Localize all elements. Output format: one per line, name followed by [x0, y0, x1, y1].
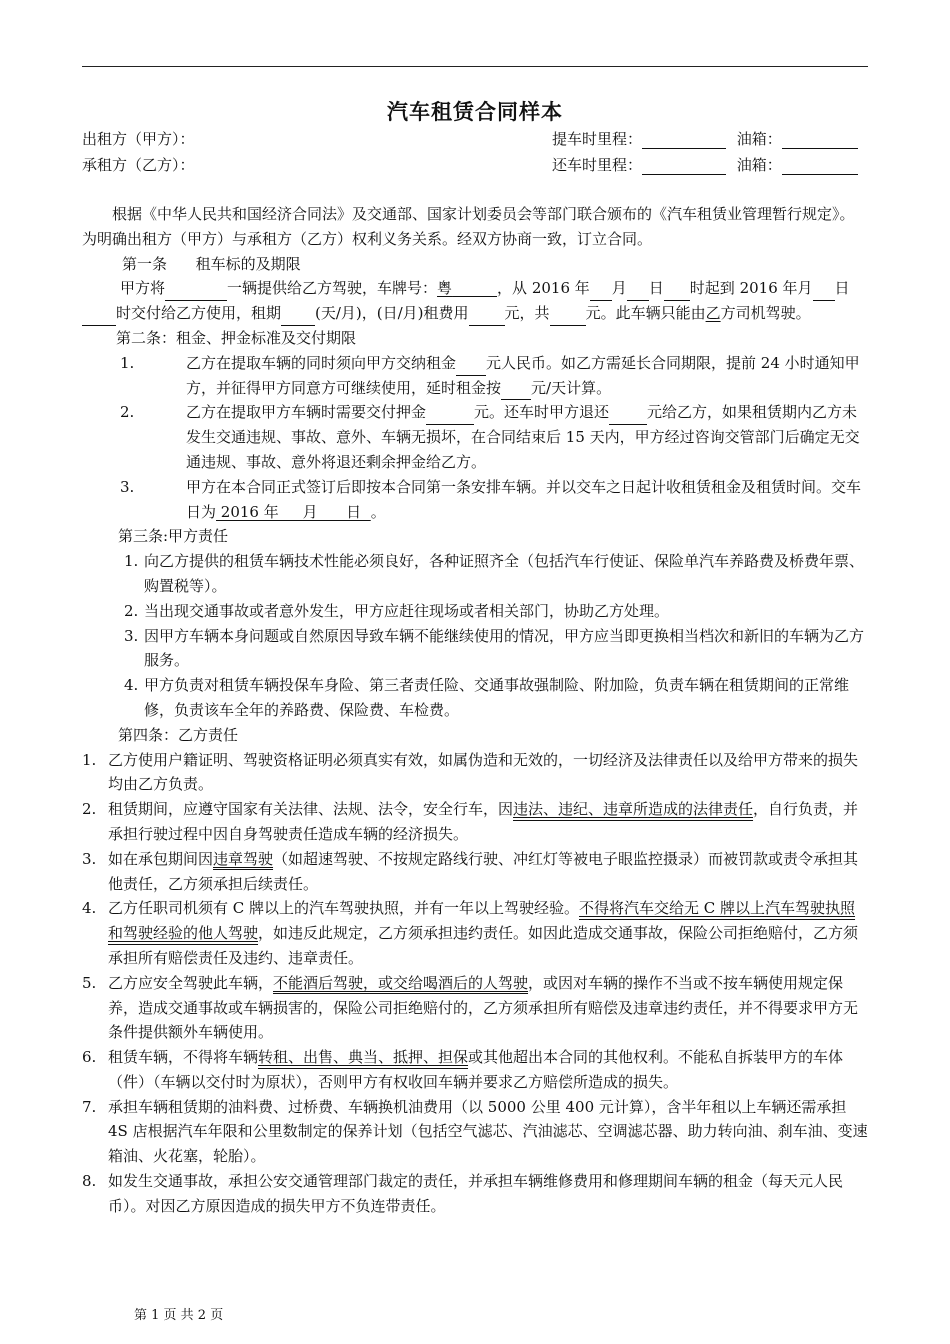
return-mileage-blank[interactable]	[642, 174, 726, 175]
item-number: 1.	[124, 552, 139, 571]
article2-heading: 第二条：租金、押金标准及交付期限	[116, 328, 357, 347]
list-item	[82, 971, 868, 1045]
refund-blank[interactable]	[609, 424, 647, 425]
a1-text: 方司机驾驶。	[720, 304, 811, 323]
a1-text: (天/月)，(日/月)租费用	[315, 304, 469, 323]
list-item	[82, 400, 868, 474]
start-month-blank[interactable]	[590, 300, 612, 301]
emphasized-text: 违法、违纪、违章所造成的法律责任	[513, 800, 754, 819]
list-item	[82, 1045, 868, 1095]
item-number: 4.	[124, 676, 139, 695]
return-mileage-row	[552, 154, 858, 175]
a1-text: ，从 2016 年	[497, 279, 590, 298]
article1-body	[82, 276, 868, 326]
end-day-blank[interactable]	[813, 300, 835, 301]
item-number: 6.	[82, 1048, 97, 1067]
item-text: 。	[370, 502, 386, 521]
item-text: 租赁车辆，不得将车辆	[108, 1048, 259, 1067]
item-text: 承担车辆租赁期的油料费、过桥费、车辆换机油费用（以 5000 公里 400 元计算），含半年租以上车辆还需承担 4S 店根据汽车年限和公里数制定的保养计划（包括空气滤芯、汽油滤芯、空调滤芯器、助力转向油、刹车油、变速箱油、火花塞，轮胎）。	[108, 1097, 868, 1166]
item-text: 乙方在提取车辆的同时须向甲方交纳租金	[186, 353, 457, 372]
item-text: 元给乙方，如果租赁期内乙方未发生交通违规、事故、意外、车辆无损坏，在合同结束后 15 天内，甲方经过咨询交管部门后确定无交通违规、事故、意外将退还剩余押金给乙方。	[186, 403, 860, 471]
emphasized-text: 不得将汽车交给无 C 牌以上汽车驾驶执照和驾驶经验的他人驾驶	[108, 899, 856, 943]
document-title: 汽车租赁合同样本	[387, 99, 563, 124]
a1-text: 元，共	[504, 304, 550, 323]
rate-blank[interactable]	[469, 325, 505, 326]
item-text: 租赁期间，应遵守国家有关法律、法规、法令，安全行车，因	[108, 800, 514, 819]
item-text: 如在承包期间因	[108, 849, 214, 868]
lessee-label: 承租方（乙方）：	[82, 156, 195, 174]
list-item	[82, 673, 868, 723]
item-number: 2.	[124, 601, 139, 620]
item-text: （如超速驾驶、不按规定路线行驶、冲红灯等被电子眼监控摄录）而被罚款或责令承担其他责任，乙方须承担后续责任。	[108, 849, 859, 893]
item-text: 如发生交通事故，承担公安交通管理部门裁定的责任，并承担车辆维修费用和修理期间车辆的租金（每天元人民币）。对因乙方原因造成的损失甲方不负连带责任。	[108, 1172, 844, 1215]
item-number: 3.	[120, 477, 135, 496]
a1-text: 日	[834, 279, 850, 298]
contract-body	[82, 202, 868, 1219]
item-text: 或其他超出本合同的其他权利。不能私自拆装甲方的车体（件）（车辆以交付时为原状），否则甲方有权收回车辆并要求乙方赔偿所造成的损失。	[108, 1048, 844, 1091]
pickup-fuel-blank[interactable]	[782, 148, 858, 149]
driver-party: 乙	[705, 304, 721, 323]
preamble: 根据《中华人民共和国经济合同法》及交通部、国家计划委员会等部门联合颁布的《汽车租赁业管理暂行规定》。为明确出租方（甲方）与承租方（乙方）权利义务关系。经双方协商一致，订立合同。	[82, 205, 855, 248]
item-number: 3.	[82, 849, 97, 868]
list-item	[82, 351, 868, 401]
emphasized-text: 不能酒后驾驶，或交给喝酒后的人驾驶	[273, 973, 529, 992]
item-text: 向乙方提供的租赁车辆技术性能必须良好，各种证照齐全（包括汽车行使证、保险单汽车养路费及桥费年票、购置税等）。	[144, 552, 865, 595]
emphasized-text: 违章驾驶	[213, 849, 274, 868]
list-item	[82, 624, 868, 674]
item-number: 4.	[82, 899, 97, 918]
article3-list	[82, 549, 868, 723]
item-number: 8.	[82, 1172, 97, 1191]
item-text: 甲方在本合同正式签订后即按本合同第一条安排车辆。并以交车之日起计收租赁租金及租赁时间。交车日为	[186, 477, 862, 521]
list-item	[82, 475, 868, 525]
return-mileage-label: 还车时里程：	[552, 156, 643, 174]
a1-text: 一辆提供给乙方驾驶，车牌号：	[227, 279, 438, 298]
item-text: 元/天计算。	[531, 378, 612, 397]
list-item	[82, 748, 868, 798]
item-number: 7.	[82, 1097, 97, 1116]
list-item	[82, 1095, 868, 1169]
pickup-mileage-row	[552, 128, 858, 149]
pickup-mileage-blank[interactable]	[642, 148, 726, 149]
item-text: 因甲方车辆本身问题或自然原因导致车辆不能继续使用的情况，甲方应当即更换相当档次和新旧的车辆为乙方服务。	[144, 626, 865, 670]
item-number: 3.	[124, 626, 139, 645]
list-item	[82, 896, 868, 970]
a1-text: 日	[648, 279, 664, 298]
emphasized-text: 转租、出售、典当、抵押、担保	[258, 1048, 469, 1067]
item-text: 乙方应安全驾驶此车辆，	[108, 973, 274, 992]
article2-list	[82, 351, 868, 525]
list-item	[82, 847, 868, 897]
lessor-label: 出租方（甲方）：	[82, 130, 195, 148]
item-text: 乙方使用户籍证明、驾驶资格证明必须真实有效，如属伪造和无效的，一切经济及法律责任以及给甲方带来的损失均由乙方负责。	[108, 750, 859, 794]
article3-heading: 第三条:甲方责任	[118, 527, 229, 546]
start-hour-blank[interactable]	[664, 300, 690, 301]
list-item	[82, 797, 868, 847]
a1-text: 元。此车辆只能由	[585, 304, 706, 323]
item-text: 当出现交通事故或者意外发生，甲方应赶往现场或者相关部门，协助乙方处理。	[144, 601, 670, 620]
plate-number-blank[interactable]	[437, 279, 497, 297]
article4-heading: 第四条：乙方责任	[118, 725, 239, 744]
a1-text: 月	[797, 279, 813, 298]
item-number: 2.	[82, 800, 97, 819]
start-day-blank[interactable]	[627, 300, 649, 301]
list-item	[82, 549, 868, 599]
a1-text: 时起到 2016 年	[689, 279, 798, 298]
total-blank[interactable]	[550, 325, 586, 326]
item-text: ，或因对车辆的操作不当或不按车辆使用规定保养，造成交通事故或车辆损害的，保险公司拒绝赔付的，乙方须承担所有赔偿及违章违约责任，并不得要求甲方无条件提供额外车辆使用。	[108, 973, 859, 1042]
a1-text: 月	[611, 279, 627, 298]
item-text: 元人民币。如乙方需延长合同期限，提前 24 小时通知甲方，并征得甲方同意方可继续使用，延时租金按	[186, 353, 860, 397]
item-text: 元。还车时甲方退还	[474, 403, 610, 422]
security-deposit-blank[interactable]	[426, 424, 474, 425]
item-number: 2.	[120, 403, 135, 422]
fuel-label: 油箱：	[736, 130, 782, 148]
a1-text: 甲方将	[120, 279, 166, 298]
plate-prefix: 粤	[437, 279, 453, 298]
fuel-label: 油箱：	[736, 156, 782, 174]
item-number: 1.	[82, 750, 97, 769]
handover-date[interactable]: 2016 年 月 日	[216, 502, 371, 521]
end-hour-blank[interactable]	[82, 325, 116, 326]
pickup-mileage-label: 提车时里程：	[552, 130, 643, 148]
header-rule	[82, 66, 868, 67]
article1-heading: 第一条 租车标的及期限	[122, 254, 301, 273]
a1-text: 时交付给乙方使用，租期	[116, 304, 282, 323]
list-item	[82, 1169, 868, 1219]
item-text: 乙方任职司机须有 C 牌以上的汽车驾驶执照，并有一年以上驾驶经验。	[108, 899, 580, 918]
item-text: 乙方在提取甲方车辆时需要交付押金	[186, 403, 427, 422]
item-text: ，自行负责，并承担行驶过程中因自身驾驶责任造成车辆的经济损失。	[108, 800, 859, 843]
list-item	[82, 599, 868, 624]
article4-list	[82, 748, 868, 1219]
deposit-blank[interactable]	[456, 375, 486, 376]
item-text: 甲方负责对租赁车辆投保车身险、第三者责任险、交通事故强制险、附加险，负责车辆在租赁期间的正常维修，负责该车全年的养路费、保险费、车检费。	[144, 676, 850, 719]
return-fuel-blank[interactable]	[782, 174, 858, 175]
vehicle-blank[interactable]	[165, 300, 227, 301]
page-footer: 第 1 页 共 2 页	[134, 1308, 224, 1323]
item-number: 1.	[120, 353, 135, 372]
item-number: 5.	[82, 973, 97, 992]
item-text: ，如违反此规定，乙方须承担违约责任。如因此造成交通事故，保险公司拒绝赔付，乙方须承担所有赔偿责任及违约、违章责任。	[108, 924, 859, 967]
